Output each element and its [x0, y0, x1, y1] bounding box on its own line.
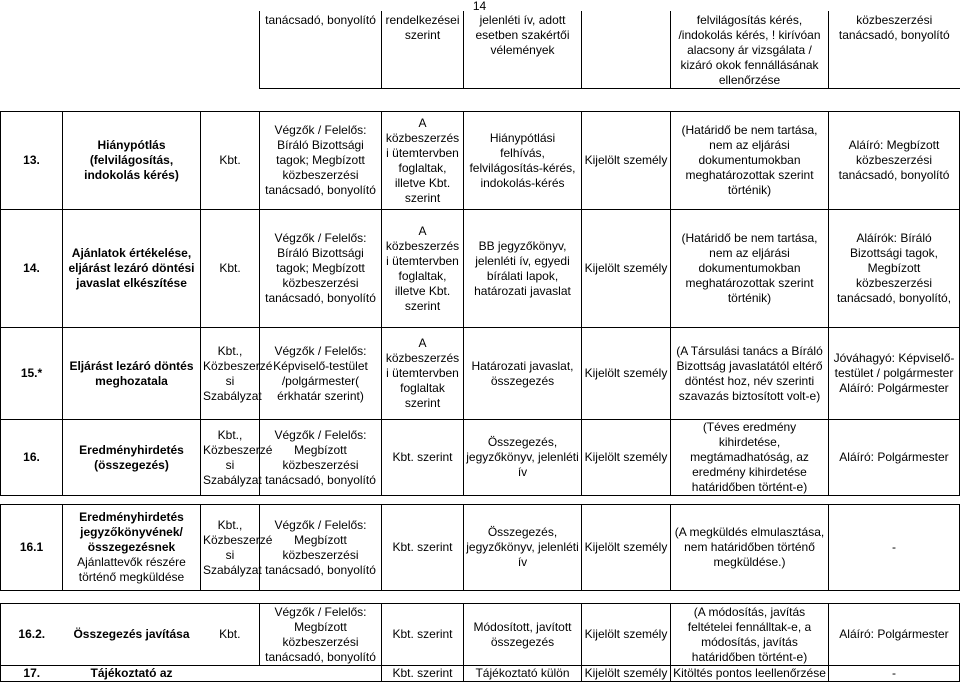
cell-activity: Eljárást lezáró döntés meghozatala [63, 328, 201, 420]
cell-activity: Hiánypótlás (felvilágosítás, indokolás kérés) [63, 112, 201, 210]
cell-deadline: Kbt. szerint [382, 666, 464, 682]
cell-note: (A megküldés elmulasztása, nem határidőben történő megküldése.) [671, 505, 829, 591]
table-row [1, 666, 960, 682]
cell-signer: Jóváhagyó: Képviselő-testület / polgármester Aláíró: Polgármester [829, 328, 960, 420]
spacer-row [1, 591, 960, 604]
table-row [1, 328, 960, 420]
cell-basis: Kbt. [201, 112, 260, 210]
cell-control: Kijelölt személy [582, 420, 671, 496]
cell-control: Kijelölt személy [582, 505, 671, 591]
cell-document: jelenléti ív, adott esetben szakértői vélemények [464, 11, 582, 89]
cell-deadline: Kbt. szerint [382, 420, 464, 496]
cell-activity: Tájékoztató az [63, 666, 201, 682]
page-number: 14 [472, 0, 487, 13]
empty-cell [260, 666, 382, 682]
cell-document: Határozati javaslat, összegezés [464, 328, 582, 420]
cell-number: 16. [1, 420, 63, 496]
empty-cell [1, 11, 260, 89]
spacer-row [1, 89, 960, 112]
cell-control: Kijelölt személy [582, 328, 671, 420]
cell-number: 15.* [1, 328, 63, 420]
cell-responsible: Végzők / Felelős: Képviselő-testület /polgármester( érkhatár szerint) [260, 328, 382, 420]
cell-document: Összegezés, jegyzőkönyv, jelenléti ív [464, 505, 582, 591]
activity-rest: Ajánlattevők részére történő megküldése [77, 555, 186, 584]
cell-note: Kitöltés pontos leellenőrzése [671, 666, 829, 682]
table-row [1, 420, 960, 496]
cell-number: 14. [1, 210, 63, 328]
cell-basis: Kbt. [201, 604, 260, 666]
cell-activity [63, 505, 201, 591]
empty-cell [201, 666, 260, 682]
table-row [1, 112, 960, 210]
cell-note: (Határidő be nem tartása, nem az eljárási dokumentumokban meghatározottak szerint történik) [671, 210, 829, 328]
cell-activity: Ajánlatok értékelése, eljárást lezáró döntési javaslat elkészítése [63, 210, 201, 328]
cell-document: BB jegyzőkönyv, jelenléti ív, egyedi bírálati lapok, határozati javaslat [464, 210, 582, 328]
cell-deadline: Kbt. szerint [382, 604, 464, 666]
cell-number: 16.2. [1, 604, 63, 666]
cell-responsible: tanácsadó, bonyolító [260, 11, 382, 89]
cell-note: (A módosítás, javítás feltételei fennálltak-e, a módosítás, javítás határidőben történt-e) [671, 604, 829, 666]
table-row [1, 505, 960, 591]
cell-control: Kijelölt személy [582, 666, 671, 682]
cell-note: (A Társulási tanács a Bíráló Bizottság javaslatától eltérő döntést hoz, név szerinti szavazás biztosított volt-e) [671, 328, 829, 420]
cell-responsible: Végzők / Felelős: Megbízott közbeszerzési tanácsadó, bonyolító [260, 420, 382, 496]
cell-responsible: Végzők / Felelős: Bíráló Bizottsági tagok; Megbízott közbeszerzési tanácsadó, bonyolító [260, 210, 382, 328]
spacer-row [1, 496, 960, 505]
cell-signer: Aláíró: Megbízott közbeszerzési tanácsadó, bonyolító [829, 112, 960, 210]
cell-responsible: Végzők / Felelős: Bíráló Bizottsági tagok; Megbízott közbeszerzési tanácsadó, bonyolító [260, 112, 382, 210]
cell-deadline: A közbeszerzés i ütemtervben foglaltak, illetve Kbt. szerint [382, 210, 464, 328]
empty-cell [582, 11, 671, 89]
table-row [1, 11, 960, 89]
cell-control: Kijelölt személy [582, 210, 671, 328]
cell-deadline: rendelkezései szerint [382, 11, 464, 89]
cell-note: (Határidő be nem tartása, nem az eljárási dokumentumokban meghatározottak szerint történik) [671, 112, 829, 210]
cell-deadline: A közbeszerzés i ütemtervben foglaltak, illetve Kbt. szerint [382, 112, 464, 210]
process-table [0, 11, 960, 682]
cell-number: 17. [1, 666, 63, 682]
cell-document: Összegezés, jegyzőkönyv, jelenléti ív [464, 420, 582, 496]
cell-signer: - [829, 505, 960, 591]
cell-control: Kijelölt személy [582, 112, 671, 210]
table-row [1, 604, 960, 666]
cell-basis: Kbt. [201, 210, 260, 328]
cell-number: 13. [1, 112, 63, 210]
cell-signer: - [829, 666, 960, 682]
cell-signer: közbeszerzési tanácsadó, bonyolító [829, 11, 960, 89]
cell-control: Kijelölt személy [582, 604, 671, 666]
cell-document: Módosított, javított összegezés [464, 604, 582, 666]
cell-deadline: Kbt. szerint [382, 505, 464, 591]
table-row [1, 210, 960, 328]
cell-basis: Kbt., Közbeszerzé si Szabályzat [201, 420, 260, 496]
cell-signer: Aláíró: Polgármester [829, 604, 960, 666]
cell-activity: Összegezés javítása [63, 604, 201, 666]
cell-basis: Kbt., Közbeszerzé si Szabályzat [201, 505, 260, 591]
cell-number: 16.1 [1, 505, 63, 591]
cell-note: felvilágosítás kérés, /indokolás kérés, ! kirívóan alacsony ár vizsgálata / kizáró okok fennállásának ellenőrzése [671, 11, 829, 89]
cell-basis: Kbt., Közbeszerzé si Szabályzat [201, 328, 260, 420]
cell-note: (Téves eredmény kihirdetése, megtámadhatóság, az eredmény kihirdetése határidőben történt-e) [671, 420, 829, 496]
cell-responsible: Végzők / Felelős: Megbízott közbeszerzési tanácsadó, bonyolító [260, 505, 382, 591]
activity-title: Eredményhirdetés jegyzőkönyvének/ összegezésnek [79, 510, 184, 554]
cell-signer: Aláírók: Bíráló Bizottsági tagok, Megbízott közbeszerzési tanácsadó, bonyolító, [829, 210, 960, 328]
cell-responsible: Végzők / Felelős: Megbízott közbeszerzési tanácsadó, bonyolító [260, 604, 382, 666]
cell-document: Hiánypótlási felhívás, felvilágosítás-kérés, indokolás-kérés [464, 112, 582, 210]
cell-signer: Aláíró: Polgármester [829, 420, 960, 496]
cell-activity: Eredményhirdetés (összegezés) [63, 420, 201, 496]
cell-document: Tájékoztató külön [464, 666, 582, 682]
cell-deadline: A közbeszerzés i ütemtervben foglaltak szerint [382, 328, 464, 420]
